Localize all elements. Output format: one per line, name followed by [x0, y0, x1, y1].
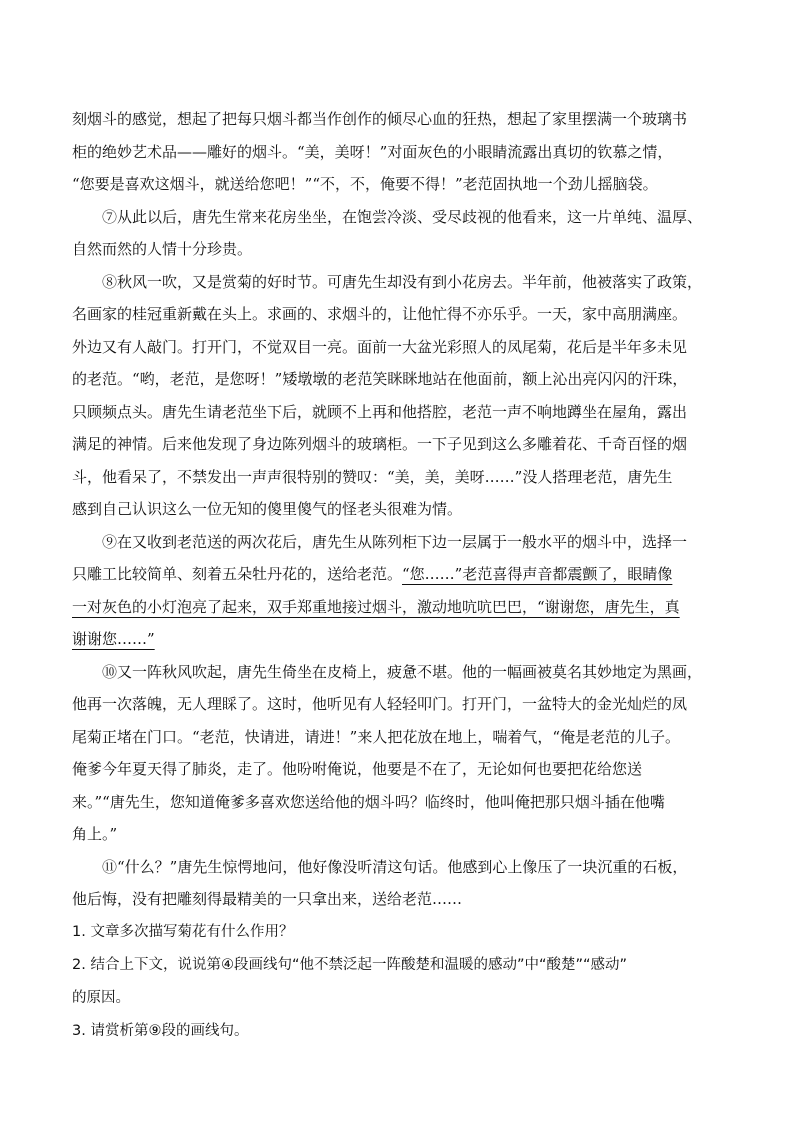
underlined-sentence: 一对灰色的小灯泡亮了起来，双手郑重地接过烟斗，激动地吭吭巴巴，“谢谢您，唐先生，真 [72, 597, 680, 616]
text-line: 尾菊正堵在门口。“老范，快请进，请进！”来人把花放在地上，喘着气，“俺是老范的儿子。 [72, 727, 681, 746]
text-line: 自然而然的人情十分珍贵。 [72, 240, 253, 258]
question-number: 1. [72, 923, 86, 940]
question-text: 请赏析第⑨段的画线句。 [90, 1022, 249, 1039]
text-line: 俺爹今年夏天得了肺炎，走了。他吩咐俺说，他要是不在了，无论如何也要把花给您送 [72, 760, 643, 778]
paragraph-9 [72, 526, 724, 656]
paragraph-7 [72, 201, 724, 266]
text-line [72, 558, 724, 591]
text-line: ⑪“什么？”唐先生惊愕地问，他好像没听清这句话。他感到心上像压了一块沉重的石板， [102, 857, 688, 876]
text-line: 来。”“唐先生，您知道俺爹多喜欢您送给他的烟斗吗？临终时，他叫俺把那只烟斗插在他嘴 [72, 792, 665, 811]
text-line: “您要是喜欢这烟斗，就送给您吧！”“不，不，俺要不得！”老范固执地一个劲儿摇脑袋。 [72, 175, 658, 193]
text-line: 角上。” [72, 825, 118, 843]
text-line: ⑩又一阵秋风吹起，唐先生倚坐在皮椅上，疲惫不堪。他的一幅画被莫名其妙地定为黑画， [102, 662, 703, 681]
question-text: 文章多次描写菊花有什么作用？ [90, 923, 294, 940]
paragraph-11 [72, 851, 724, 916]
paragraph-10 [72, 656, 724, 851]
document-page [72, 103, 724, 1048]
text-line: 满足的神情。后来他发现了身边陈列烟斗的玻璃柜。一下子见到这么多雕着花、千奇百怪的烟 [72, 435, 688, 453]
question-number: 3. [72, 1022, 86, 1039]
text-line: ⑧秋风一吹，又是赏菊的好时节。可唐先生却没有到小花房去。半年前，他被落实了政策， [102, 272, 703, 291]
question-text: 结合上下文，说说第④段画线句“他不禁泛起一阵酸楚和温暖的感动”中“酸楚”“感动” [90, 956, 628, 973]
paragraph-8 [72, 266, 724, 526]
text-line: 刻烟斗的感觉，想起了把每只烟斗都当作创作的倾尽心血的狂热，想起了家里摆满一个玻璃书 [72, 110, 688, 128]
question-number: 2. [72, 956, 86, 973]
question-list [72, 916, 724, 1048]
question-2 [72, 949, 724, 982]
text-line: 他后悔，没有把雕刻得最精美的一只拿出来，送给老范…… [72, 890, 463, 908]
text-line: 斗，他看呆了，不禁发出一声声很特别的赞叹：“美，美，美呀……”没人搭理老范，唐先生 [72, 467, 673, 486]
text-line: 名画家的桂冠重新戴在头上。求画的、求烟斗的，让他忙得不亦乐乎。一天，家中高朋满座。 [72, 305, 688, 323]
text-line: ⑦从此以后，唐先生常来花房坐坐，在饱尝冷淡、受尽歧视的他看来，这一片单纯、温厚、 [102, 207, 703, 226]
text-line: 他再一次落魄，无人理睬了。这时，他听见有人轻轻叩门。打开门，一盆特大的金光灿烂的凤 [72, 695, 688, 713]
paragraph-6-continued [72, 103, 724, 201]
plain-text: 只雕工比较简单、刻着五朵牡丹花的，送给老范。 [72, 565, 403, 583]
text-line [72, 591, 724, 624]
text-line: 柜的绝妙艺术品——雕好的烟斗。“美，美呀！”对面灰色的小眼睛流露出真切的钦慕之情， [72, 142, 673, 161]
question-1 [72, 916, 724, 949]
underlined-sentence: “您……”老范喜得声音都震颤了，眼睛像 [402, 565, 673, 583]
underlined-sentence: 谢谢您……” [72, 630, 155, 648]
text-line: 的老范。“哟，老范，是您呀！”矮墩墩的老范笑眯眯地站在他面前，额上沁出亮闪闪的汗珠， [72, 370, 688, 388]
question-2-continued [72, 982, 724, 1015]
text-line [72, 623, 724, 656]
text-line: 外边又有人敲门。打开门，不觉双目一亮。面前一大盆光彩照人的凤尾菊，花后是半年多未见 [72, 337, 688, 356]
text-line: 感到自己认识这么一位无知的傻里傻气的怪老头很难为情。 [72, 500, 463, 518]
question-text: 的原因。 [72, 989, 130, 1006]
text-line: ⑨在又收到老范送的两次花后，唐先生从陈列柜下边一层属于一般水平的烟斗中，选择一 [102, 532, 688, 551]
question-3 [72, 1015, 724, 1048]
text-line: 只顾频点头。唐先生请老范坐下后，就顾不上再和他搭腔，老范一声不响地蹲坐在屋角，露出 [72, 402, 688, 421]
